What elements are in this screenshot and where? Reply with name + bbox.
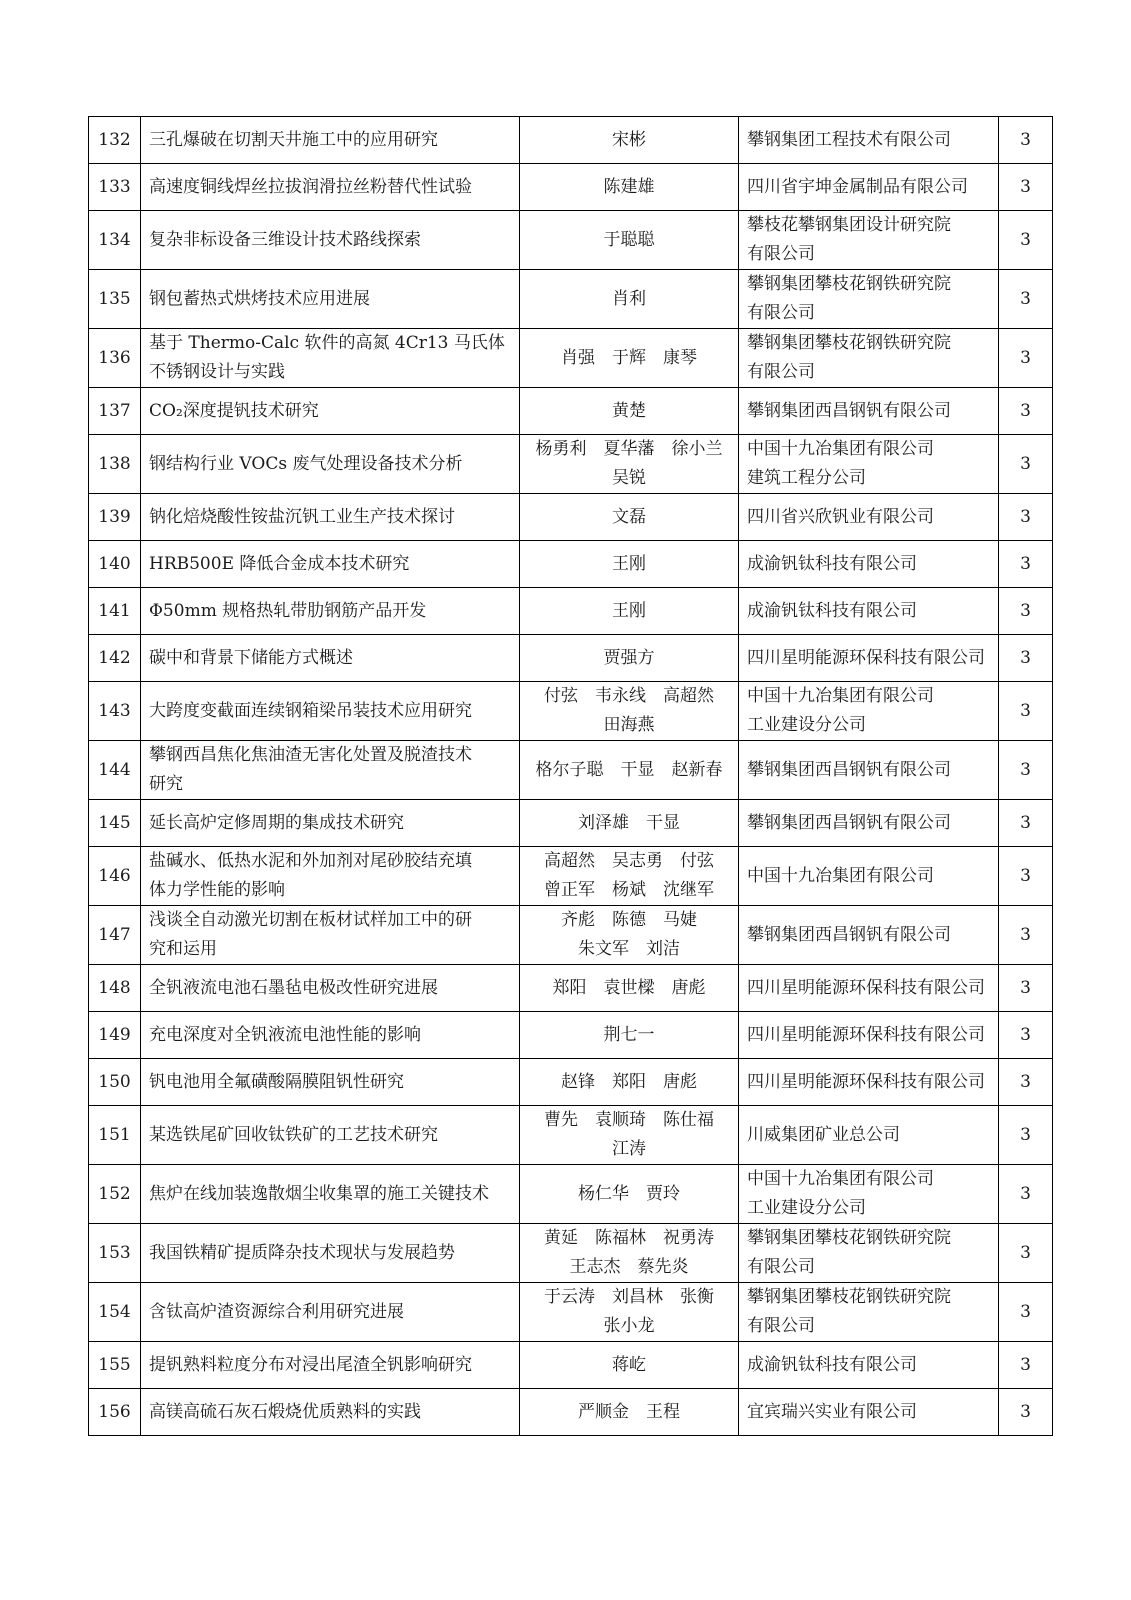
paper-title-line: HRB500E 降低合金成本技术研究: [149, 553, 410, 574]
award-grade: 3: [999, 906, 1053, 965]
organization-line: 工业建设分公司: [747, 715, 866, 735]
paper-title-line: 碳中和背景下储能方式概述: [149, 647, 353, 668]
row-number: 135: [89, 270, 141, 329]
table-row: [89, 117, 1053, 164]
authors-line: 贾强方: [603, 647, 655, 668]
paper-title-line: 钒电池用全氟磺酸隔膜阻钒性研究: [149, 1071, 404, 1092]
paper-title-line: 提钒熟料粒度分布对浸出尾渣全钒影响研究: [149, 1354, 472, 1375]
authors: [520, 847, 739, 906]
organization-line: 攀钢集团西昌钢钒有限公司: [747, 400, 951, 421]
organization-line: 攀钢集团攀枝花钢铁研究院: [747, 1287, 951, 1307]
organization: [739, 1012, 999, 1059]
organization: [739, 388, 999, 435]
authors-line: 赵锋 郑阳 唐彪: [561, 1071, 697, 1092]
organization-line: 四川省兴欣钒业有限公司: [747, 506, 934, 527]
award-list-table: [88, 116, 1053, 1436]
paper-title-line: 高速度铜线焊丝拉拔润滑拉丝粉替代性试验: [149, 176, 472, 197]
row-number: 147: [89, 906, 141, 965]
organization: [739, 211, 999, 270]
organization-line: 成渝钒钛科技有限公司: [747, 1354, 917, 1375]
authors: [520, 211, 739, 270]
authors-line: 于云涛 刘昌林 张衡: [544, 1287, 714, 1307]
paper-title-line: 充电深度对全钒液流电池性能的影响: [149, 1024, 421, 1045]
authors-line: 江涛: [612, 1139, 646, 1159]
row-number: 155: [89, 1342, 141, 1389]
table-row: [89, 906, 1053, 965]
award-grade: 3: [999, 1012, 1053, 1059]
organization-line: 建筑工程分公司: [747, 468, 866, 488]
paper-title: [141, 965, 520, 1012]
row-number: 156: [89, 1389, 141, 1436]
paper-title-line: 复杂非标设备三维设计技术路线探索: [149, 229, 421, 250]
award-grade: 3: [999, 1389, 1053, 1436]
row-number: 140: [89, 541, 141, 588]
organization: [739, 800, 999, 847]
row-number: 149: [89, 1012, 141, 1059]
authors-line: 肖强 于辉 康琴: [561, 347, 697, 368]
table-row: [89, 211, 1053, 270]
authors: [520, 164, 739, 211]
paper-title-line: 钢结构行业 VOCs 废气处理设备技术分析: [149, 453, 463, 474]
authors-line: 付弦 韦永线 高超然: [544, 686, 714, 706]
organization: [739, 635, 999, 682]
organization-line: 攀枝花攀钢集团设计研究院: [747, 215, 951, 235]
award-grade: 3: [999, 494, 1053, 541]
organization-line: 攀钢集团攀枝花钢铁研究院: [747, 1228, 951, 1248]
table-row: [89, 435, 1053, 494]
paper-title: [141, 1165, 520, 1224]
authors: [520, 117, 739, 164]
authors: [520, 1059, 739, 1106]
organization-line: 有限公司: [747, 362, 815, 382]
organization-line: 中国十九冶集团有限公司: [747, 865, 934, 886]
authors-line: 黄楚: [612, 400, 646, 421]
authors-line: 荆七一: [603, 1024, 655, 1045]
award-grade: 3: [999, 847, 1053, 906]
authors-line: 曾正军 杨斌 沈继军: [544, 880, 714, 900]
organization: [739, 1165, 999, 1224]
award-grade: 3: [999, 1283, 1053, 1342]
paper-title: [141, 1342, 520, 1389]
award-grade: 3: [999, 117, 1053, 164]
authors: [520, 329, 739, 388]
organization-line: 攀钢集团工程技术有限公司: [747, 129, 951, 150]
table-row: [89, 164, 1053, 211]
organization: [739, 741, 999, 800]
table-row: [89, 635, 1053, 682]
authors-line: 王刚: [612, 600, 646, 621]
authors: [520, 541, 739, 588]
award-grade: 3: [999, 682, 1053, 741]
authors-line: 吴锐: [612, 468, 646, 488]
organization-line: 四川星明能源环保科技有限公司: [747, 1071, 985, 1092]
authors-line: 郑阳 袁世樑 唐彪: [552, 977, 706, 998]
award-grade: 3: [999, 388, 1053, 435]
table-row: [89, 800, 1053, 847]
table-row: [89, 847, 1053, 906]
paper-title-line: 含钛高炉渣资源综合利用研究进展: [149, 1301, 404, 1322]
authors: [520, 1106, 739, 1165]
paper-title-line: 不锈钢设计与实践: [149, 362, 285, 382]
authors-line: 黄延 陈福林 祝勇涛: [544, 1228, 714, 1248]
organization-line: 攀钢集团攀枝花钢铁研究院: [747, 333, 951, 353]
table-row: [89, 270, 1053, 329]
table-row: [89, 588, 1053, 635]
paper-title-line: 高镁高硫石灰石煅烧优质熟料的实践: [149, 1401, 421, 1422]
organization: [739, 1059, 999, 1106]
authors-line: 严顺金 王程: [578, 1401, 680, 1422]
award-grade: 3: [999, 270, 1053, 329]
row-number: 141: [89, 588, 141, 635]
table-row: [89, 329, 1053, 388]
organization: [739, 1283, 999, 1342]
organization: [739, 906, 999, 965]
authors: [520, 270, 739, 329]
paper-title-line: 钢包蓄热式烘烤技术应用进展: [149, 288, 370, 309]
paper-title-line: 我国铁精矿提质降杂技术现状与发展趋势: [149, 1242, 455, 1263]
organization-line: 有限公司: [747, 244, 815, 264]
award-grade: 3: [999, 1342, 1053, 1389]
award-grade: 3: [999, 1224, 1053, 1283]
organization-line: 有限公司: [747, 303, 815, 323]
award-grade: 3: [999, 1106, 1053, 1165]
organization: [739, 1106, 999, 1165]
authors-line: 肖利: [612, 288, 646, 309]
award-grade: 3: [999, 965, 1053, 1012]
paper-title: [141, 494, 520, 541]
organization-line: 中国十九冶集团有限公司: [747, 686, 934, 706]
authors-line: 陈建雄: [603, 176, 655, 197]
paper-title-line: CO₂深度提钒技术研究: [149, 400, 319, 421]
paper-title: [141, 1012, 520, 1059]
award-grade: 3: [999, 329, 1053, 388]
award-grade: 3: [999, 635, 1053, 682]
row-number: 136: [89, 329, 141, 388]
authors-line: 蒋屹: [612, 1354, 646, 1375]
paper-title: [141, 741, 520, 800]
award-list-body: [89, 117, 1053, 1436]
organization: [739, 329, 999, 388]
authors: [520, 682, 739, 741]
authors: [520, 1283, 739, 1342]
row-number: 153: [89, 1224, 141, 1283]
paper-title-line: 体力学性能的影响: [149, 880, 285, 900]
authors-line: 朱文军 刘洁: [578, 939, 680, 959]
organization-line: 四川星明能源环保科技有限公司: [747, 1024, 985, 1045]
award-grade: 3: [999, 1165, 1053, 1224]
authors-line: 宋彬: [612, 129, 646, 150]
organization: [739, 1389, 999, 1436]
paper-title: [141, 682, 520, 741]
row-number: 146: [89, 847, 141, 906]
paper-title: [141, 588, 520, 635]
row-number: 137: [89, 388, 141, 435]
award-grade: 3: [999, 741, 1053, 800]
paper-title-line: 基于 Thermo-Calc 软件的高氮 4Cr13 马氏体: [149, 333, 505, 353]
organization: [739, 435, 999, 494]
table-row: [89, 541, 1053, 588]
authors: [520, 906, 739, 965]
organization: [739, 682, 999, 741]
organization-line: 攀钢集团攀枝花钢铁研究院: [747, 274, 951, 294]
row-number: 144: [89, 741, 141, 800]
paper-title-line: 某选铁尾矿回收钛铁矿的工艺技术研究: [149, 1124, 438, 1145]
organization: [739, 494, 999, 541]
authors-line: 齐彪 陈德 马婕: [561, 910, 697, 930]
authors-line: 田海燕: [603, 715, 655, 735]
paper-title: [141, 635, 520, 682]
table-row: [89, 1059, 1053, 1106]
organization: [739, 588, 999, 635]
table-row: [89, 682, 1053, 741]
authors: [520, 435, 739, 494]
row-number: 151: [89, 1106, 141, 1165]
authors-line: 杨勇利 夏华藩 徐小兰: [535, 439, 723, 459]
row-number: 132: [89, 117, 141, 164]
authors: [520, 635, 739, 682]
row-number: 143: [89, 682, 141, 741]
organization: [739, 541, 999, 588]
award-grade: 3: [999, 800, 1053, 847]
row-number: 145: [89, 800, 141, 847]
organization-line: 四川星明能源环保科技有限公司: [747, 647, 985, 668]
authors-line: 刘泽雄 干显: [578, 812, 680, 833]
organization-line: 中国十九冶集团有限公司: [747, 439, 934, 459]
table-row: [89, 1389, 1053, 1436]
paper-title-line: 研究: [149, 774, 183, 794]
paper-title: [141, 270, 520, 329]
organization: [739, 847, 999, 906]
authors-line: 文磊: [612, 506, 646, 527]
paper-title-line: 钠化焙烧酸性铵盐沉钒工业生产技术探讨: [149, 506, 455, 527]
authors: [520, 388, 739, 435]
organization-line: 工业建设分公司: [747, 1198, 866, 1218]
paper-title-line: 盐碱水、低热水泥和外加剂对尾砂胶结充填: [149, 851, 472, 871]
organization: [739, 164, 999, 211]
authors: [520, 494, 739, 541]
paper-title-line: 攀钢西昌焦化焦油渣无害化处置及脱渣技术: [149, 745, 472, 765]
row-number: 152: [89, 1165, 141, 1224]
authors: [520, 1342, 739, 1389]
paper-title-line: 延长高炉定修周期的集成技术研究: [149, 812, 404, 833]
table-row: [89, 388, 1053, 435]
authors-line: 张小龙: [603, 1316, 655, 1336]
organization-line: 宜宾瑞兴实业有限公司: [747, 1401, 917, 1422]
organization: [739, 117, 999, 164]
organization-line: 四川省宇坤金属制品有限公司: [747, 176, 968, 197]
paper-title: [141, 1059, 520, 1106]
paper-title: [141, 1106, 520, 1165]
paper-title-line: 全钒液流电池石墨毡电极改性研究进展: [149, 977, 438, 998]
row-number: 154: [89, 1283, 141, 1342]
award-grade: 3: [999, 588, 1053, 635]
organization-line: 攀钢集团西昌钢钒有限公司: [747, 759, 951, 780]
authors: [520, 800, 739, 847]
paper-title: [141, 1389, 520, 1436]
authors: [520, 1389, 739, 1436]
paper-title: [141, 435, 520, 494]
row-number: 134: [89, 211, 141, 270]
paper-title-line: Φ50mm 规格热轧带肋钢筋产品开发: [149, 600, 427, 621]
organization-line: 攀钢集团西昌钢钒有限公司: [747, 812, 951, 833]
authors-line: 杨仁华 贾玲: [578, 1183, 680, 1204]
authors: [520, 1224, 739, 1283]
authors-line: 曹先 袁顺琦 陈仕福: [544, 1110, 714, 1130]
row-number: 150: [89, 1059, 141, 1106]
organization: [739, 1224, 999, 1283]
paper-title: [141, 541, 520, 588]
paper-title: [141, 800, 520, 847]
table-row: [89, 965, 1053, 1012]
authors: [520, 588, 739, 635]
paper-title-line: 浅谈全自动激光切割在板材试样加工中的研: [149, 910, 472, 930]
paper-title: [141, 117, 520, 164]
paper-title: [141, 1283, 520, 1342]
authors-line: 王刚: [612, 553, 646, 574]
paper-title: [141, 211, 520, 270]
table-row: [89, 1283, 1053, 1342]
table-row: [89, 1012, 1053, 1059]
table-row: [89, 1224, 1053, 1283]
organization-line: 攀钢集团西昌钢钒有限公司: [747, 924, 951, 945]
authors: [520, 965, 739, 1012]
authors: [520, 1165, 739, 1224]
paper-title: [141, 847, 520, 906]
organization-line: 有限公司: [747, 1316, 815, 1336]
paper-title: [141, 1224, 520, 1283]
authors: [520, 741, 739, 800]
authors-line: 于聪聪: [603, 229, 655, 250]
organization-line: 成渝钒钛科技有限公司: [747, 553, 917, 574]
paper-title: [141, 164, 520, 211]
paper-title: [141, 388, 520, 435]
table-row: [89, 1106, 1053, 1165]
organization-line: 有限公司: [747, 1257, 815, 1277]
table-row: [89, 494, 1053, 541]
authors-line: 高超然 吴志勇 付弦: [544, 851, 714, 871]
organization-line: 川威集团矿业总公司: [747, 1124, 900, 1145]
table-row: [89, 1342, 1053, 1389]
organization: [739, 1342, 999, 1389]
row-number: 142: [89, 635, 141, 682]
award-grade: 3: [999, 211, 1053, 270]
authors: [520, 1012, 739, 1059]
award-grade: 3: [999, 435, 1053, 494]
organization-line: 四川星明能源环保科技有限公司: [747, 977, 985, 998]
authors-line: 王志杰 蔡先炎: [569, 1257, 689, 1277]
row-number: 148: [89, 965, 141, 1012]
award-grade: 3: [999, 1059, 1053, 1106]
organization-line: 成渝钒钛科技有限公司: [747, 600, 917, 621]
paper-title-line: 三孔爆破在切割天井施工中的应用研究: [149, 129, 438, 150]
paper-title: [141, 329, 520, 388]
paper-title-line: 究和运用: [149, 939, 217, 959]
organization: [739, 965, 999, 1012]
authors-line: 格尔子聪 干显 赵新春: [535, 759, 723, 780]
paper-title-line: 焦炉在线加装逸散烟尘收集罩的施工关键技术: [149, 1183, 489, 1204]
award-grade: 3: [999, 164, 1053, 211]
paper-title-line: 大跨度变截面连续钢箱梁吊装技术应用研究: [149, 700, 472, 721]
organization-line: 中国十九冶集团有限公司: [747, 1169, 934, 1189]
table-row: [89, 741, 1053, 800]
row-number: 138: [89, 435, 141, 494]
row-number: 133: [89, 164, 141, 211]
award-grade: 3: [999, 541, 1053, 588]
table-row: [89, 1165, 1053, 1224]
organization: [739, 270, 999, 329]
row-number: 139: [89, 494, 141, 541]
paper-title: [141, 906, 520, 965]
